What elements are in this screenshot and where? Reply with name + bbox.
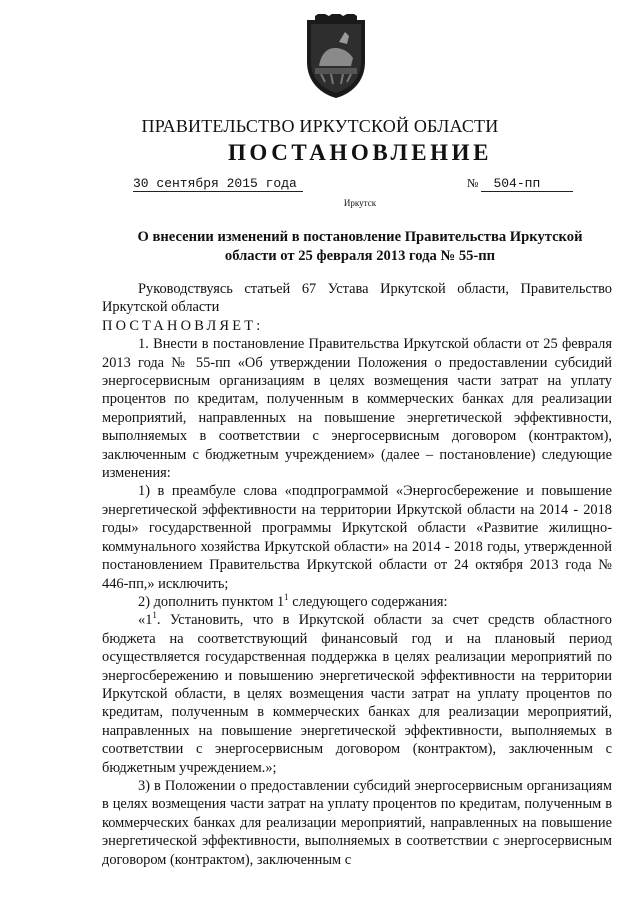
p4-text-after: . Установить, что в Иркутской области за счет средств областного бюджета на соответствующий финансовый год и на плановый период осуществляется государственная поддержка в целях реализации мероприятий по энергосбережению и повышению энергетической эффективности на территории Иркутской области, в целях возмещения части затрат на уплату процентов по кредитам, полученным в коммерческих банках для реализации мероприятий, направленных на повышение энергетической эффективности, выполняемых в соответствии с энергосервисным договором (контрактом), заключенным с бюджетным учреждением.»; bbox=[102, 612, 612, 776]
coat-of-arms-icon bbox=[301, 14, 371, 100]
paragraph-1: 1. Внести в постановление Правительства Иркутской области от 25 февраля 2013 года № 55-пп «Об утверждении Положения о предоставлении субсидий энергосервисным организациям в целях возмещения части затрат на уплату процентов по кредитам, полученным в коммерческих банках для реализации мероприятий, направленных на повышение энергетической эффективности, выполняемых в соответствии с энергосервисным договором (контрактом), заключенным с бюджетным учреждением» (далее – постановление) следующие изменения: bbox=[102, 336, 612, 482]
document-type: ПОСТАНОВЛЕНИЕ bbox=[227, 140, 493, 165]
city-label: Иркутск bbox=[343, 198, 377, 208]
p3-superscript: 1 bbox=[284, 592, 289, 603]
p3-text-before: 2) дополнить пунктом 1 bbox=[138, 593, 285, 610]
paragraph-1-2 bbox=[102, 593, 612, 611]
p4-superscript: 1 bbox=[152, 610, 157, 621]
paragraph-1-1: 1) в преамбуле слова «подпрограммой «Энергосбережение и повышение энергетической эффективности на территории Иркутской области на 2014 - 2018 годы» государственной программы Иркутской области «Развитие жилищно-коммунального хозяйства Иркутской области» на 2014 - 2018 годы, утвержденной постановлением Правительства Иркутской области от 24 октября 2013 года № 446-пп,» исключить; bbox=[102, 483, 612, 592]
p3-text-after: следующего содержания: bbox=[288, 593, 448, 610]
intro-paragraph: Руководствуясь статьей 67 Устава Иркутской области, Правительство Иркутской области bbox=[102, 281, 612, 316]
number-value: 504-пп bbox=[481, 176, 573, 192]
government-title: ПРАВИТЕЛЬСТВО ИРКУТСКОЙ ОБЛАСТИ bbox=[141, 116, 499, 136]
paragraph-1-3: 3) в Положении о предоставлении субсидий энергосервисным организациям в целях возмещения части затрат на уплату процентов по кредитам, полученным в коммерческих банках для реализации мероприятий, направленных на повышение энергетической эффективности, выполняемых в соответствии с энергосервисным договором (контрактом), заключенным с bbox=[102, 777, 612, 868]
document-number bbox=[467, 176, 573, 192]
document-date: 30 сентября 2015 года bbox=[133, 176, 303, 192]
document-body bbox=[102, 280, 612, 869]
decree-word: ПОСТАНОВЛЯЕТ: bbox=[102, 317, 264, 334]
inserted-clause bbox=[102, 611, 612, 777]
p4-text-before: «1 bbox=[138, 612, 153, 629]
number-label: № bbox=[467, 176, 479, 190]
document-subject: О внесении изменений в постановление Правительства Иркутской области от 25 февраля 2013 года № 55-пп bbox=[137, 229, 583, 264]
